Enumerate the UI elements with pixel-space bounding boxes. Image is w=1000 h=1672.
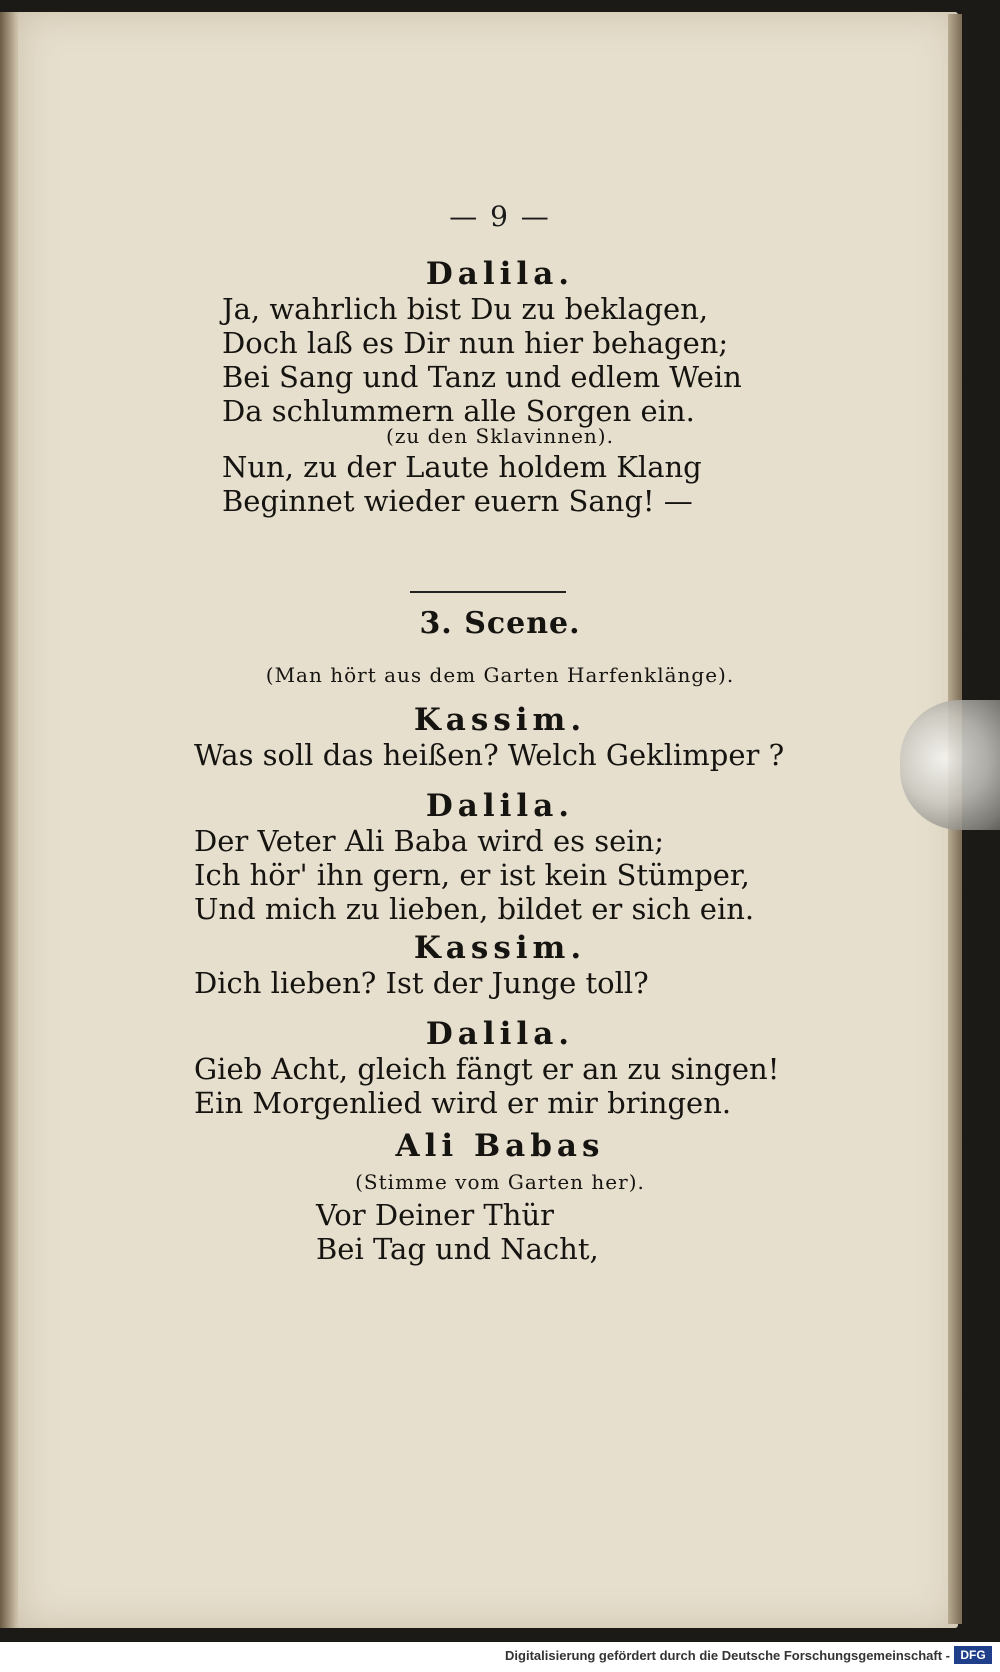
verse-line: Doch laß es Dir nun hier behagen; [222, 326, 729, 360]
verse-line: Ich hör' ihn gern, er ist kein Stümper, [194, 858, 750, 892]
verse-line: Da schlummern alle Sorgen ein. [222, 394, 695, 428]
funding-notice: Digitalisierung gefördert durch die Deutsche Forschungsgemeinschaft - [505, 1648, 950, 1663]
verse-line: Nun, zu der Laute holdem Klang [222, 450, 702, 484]
speaker-kassim: Kassim. [413, 702, 587, 738]
speaker-dalila: Dalila. [425, 788, 575, 824]
verse-line: Beginnet wieder euern Sang! — [222, 484, 693, 518]
verse-block [0, 450, 1000, 518]
speaker-kassim: Kassim. [413, 930, 587, 966]
page-number: — 9 — [449, 200, 551, 233]
verse-block [0, 738, 1000, 772]
stage-direction: (zu den Sklavinnen). [386, 424, 614, 448]
speaker-dalila: Dalila. [425, 1016, 575, 1052]
scene-title: 3. Scene. [419, 606, 581, 641]
verse-line: Was soll das heißen? Welch Geklimper ? [194, 738, 785, 772]
verse-line: Bei Sang und Tanz und edlem Wein [222, 360, 742, 394]
verse-block [0, 824, 1000, 926]
dfg-logo: DFG [954, 1646, 992, 1664]
verse-line: Dich lieben? Ist der Junge toll? [194, 966, 649, 1000]
stage-direction: (Stimme vom Garten her). [355, 1170, 645, 1194]
verse-line: Gieb Acht, gleich fängt er an zu singen! [194, 1052, 780, 1086]
verse-line: Ja, wahrlich bist Du zu beklagen, [222, 292, 709, 326]
section-divider [410, 591, 566, 593]
speaker-ali-babas: Ali Babas [395, 1128, 605, 1164]
verse-line: Vor Deiner Thür [316, 1198, 554, 1232]
verse-line: Bei Tag und Nacht, [316, 1232, 599, 1266]
verse-block [0, 292, 1000, 428]
verse-line: Und mich zu lieben, bildet er sich ein. [194, 892, 755, 926]
verse-block [0, 966, 1000, 1000]
verse-line: Der Veter Ali Baba wird es sein; [194, 824, 664, 858]
verse-block [0, 1052, 1000, 1120]
speaker-dalila: Dalila. [425, 256, 575, 292]
verse-line: Ein Morgenlied wird er mir bringen. [194, 1086, 732, 1120]
verse-block [0, 1198, 1000, 1266]
stage-direction: (Man hört aus dem Garten Harfenklänge). [265, 663, 735, 687]
